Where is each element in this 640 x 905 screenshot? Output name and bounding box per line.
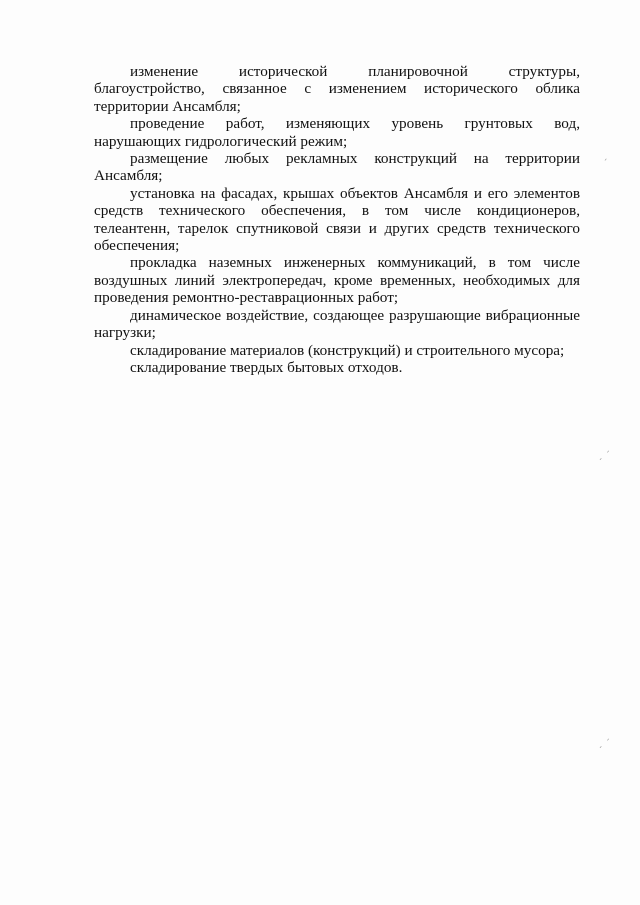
- paragraph-5: прокладка наземных инженерных коммуникаций, в том числе воздушных линий электропередач, кроме временных, необходимых для проведения ремонтно-реставрационных работ;: [94, 254, 580, 307]
- paragraph-2: проведение работ, изменяющих уровень грунтовых вод, нарушающих гидрологический режим;: [94, 115, 580, 150]
- scan-mark: ˏ ˊ: [598, 451, 610, 461]
- scan-mark: ˊ: [603, 159, 608, 169]
- paragraph-4: установка на фасадах, крышах объектов Ансамбля и его элементов средств технического обеспечения, в том числе кондиционеров, телеантенн, тарелок спутниковой связи и других средств технического обеспечения;: [94, 184, 580, 255]
- paragraph-3: размещение любых рекламных конструкций на территории Ансамбля;: [94, 150, 580, 185]
- document-body: [94, 63, 580, 376]
- paragraph-8: складирование твердых бытовых отходов.: [130, 358, 403, 376]
- paragraph-6: динамическое воздействие, создающее разрушающие вибрационные нагрузки;: [94, 306, 580, 342]
- scan-mark: ˏ ˊ: [598, 739, 610, 749]
- paragraph-7: складирование материалов (конструкций) и строительного мусора;: [130, 341, 565, 359]
- paragraph-1: изменение исторической планировочной структуры, благоустройство, связанное с изменением исторического облика территории Ансамбля;: [94, 63, 580, 115]
